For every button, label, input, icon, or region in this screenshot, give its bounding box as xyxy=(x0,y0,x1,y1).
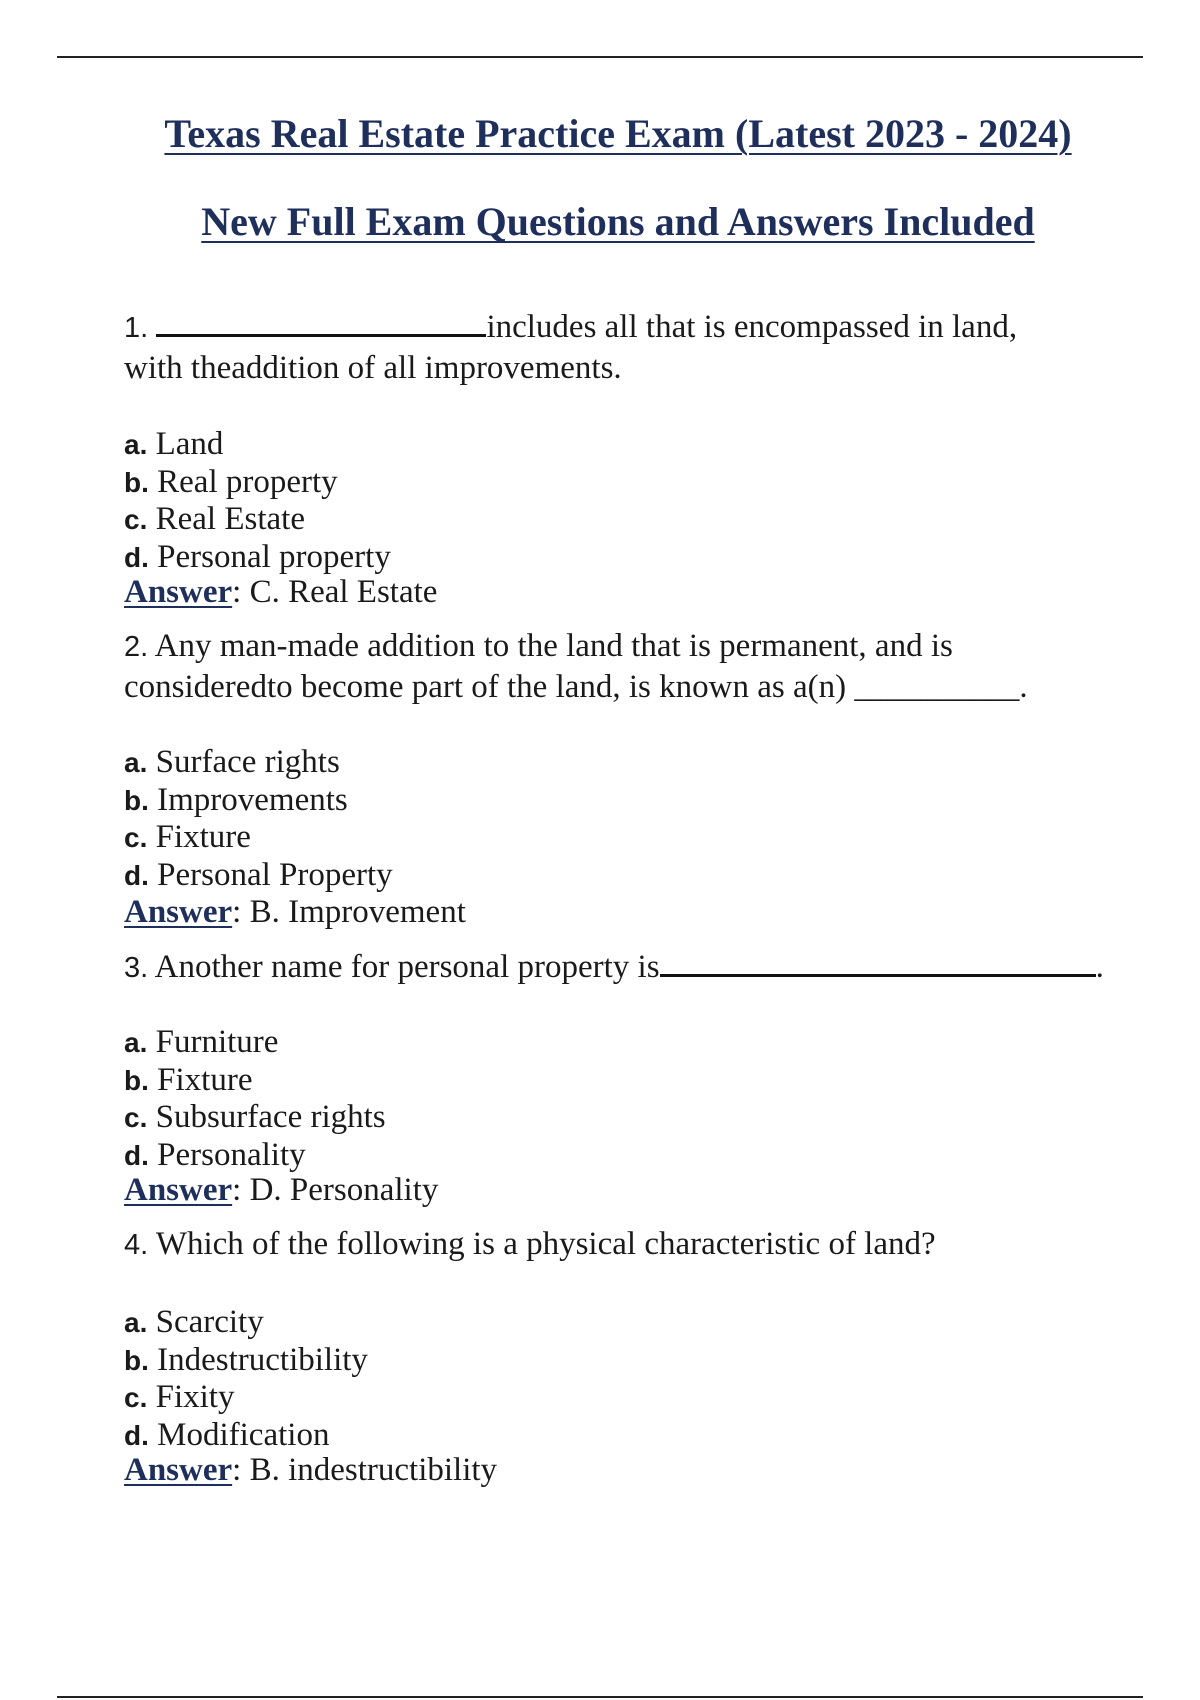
answer-1 xyxy=(124,572,437,612)
option-d: d. Personal property xyxy=(124,538,391,575)
question-text: includes all that is encompassed in land, xyxy=(486,309,1018,345)
question-text: Another name for personal property is xyxy=(154,949,660,985)
options-4 xyxy=(124,1304,1124,1454)
option-d: d. Personal Property xyxy=(124,856,393,893)
answer-2 xyxy=(124,892,466,932)
question-2 xyxy=(124,626,1174,707)
option-a: a. Furniture xyxy=(124,1024,279,1060)
option-d: d. Modification xyxy=(124,1416,330,1453)
question-text-line2: consideredto become part of the land, is known as a(n) __________. xyxy=(124,669,1028,705)
question-text: Any man-made addition to the land that is permanent, and is xyxy=(154,628,953,664)
answer-label: Answer xyxy=(124,1452,233,1488)
option-d: d. Personality xyxy=(124,1136,306,1173)
document-subtitle: New Full Exam Questions and Answers Included xyxy=(201,199,1035,244)
answer-label: Answer xyxy=(124,1172,233,1208)
option-a: a. Surface rights xyxy=(124,744,340,780)
options-1 xyxy=(124,426,1124,576)
question-number: 1. xyxy=(124,312,149,344)
question-4 xyxy=(124,1224,1174,1265)
option-c: c. Real Estate xyxy=(124,501,305,537)
answer-label: Answer xyxy=(124,894,233,930)
option-c: c. Subsurface rights xyxy=(124,1099,386,1135)
fill-in-blank xyxy=(156,306,486,337)
options-3 xyxy=(124,1024,1124,1174)
question-1 xyxy=(124,306,1174,388)
answer-text: : B. indestructibility xyxy=(232,1452,498,1488)
options-2 xyxy=(124,744,1124,894)
option-b: b. Fixture xyxy=(124,1061,253,1098)
top-rule xyxy=(57,56,1143,58)
option-c: c. Fixity xyxy=(124,1379,235,1415)
document-title: Texas Real Estate Practice Exam (Latest 2023 - 2024) xyxy=(164,111,1072,156)
answer-3 xyxy=(124,1170,438,1210)
answer-text: : B. Improvement xyxy=(232,894,466,930)
answer-text: : C. Real Estate xyxy=(232,574,438,610)
question-number: 3. xyxy=(124,952,149,984)
question-number: 2. xyxy=(124,631,149,663)
question-number: 4. xyxy=(124,1229,149,1261)
option-a: a. Scarcity xyxy=(124,1304,264,1340)
question-text: Which of the following is a physical characteristic of land? xyxy=(155,1226,936,1262)
question-text-line2: with theaddition of all improvements. xyxy=(124,350,622,386)
answer-text: : D. Personality xyxy=(232,1172,439,1208)
option-c: c. Fixture xyxy=(124,819,251,855)
question-3 xyxy=(124,946,1184,988)
bottom-rule xyxy=(57,1696,1143,1698)
option-a: a. Land xyxy=(124,426,224,462)
option-b: b. Improvements xyxy=(124,781,348,818)
fill-in-blank xyxy=(660,946,1096,977)
option-b: b. Indestructibility xyxy=(124,1341,368,1378)
question-trailing: . xyxy=(1095,949,1104,985)
answer-label: Answer xyxy=(124,574,233,610)
option-b: b. Real property xyxy=(124,463,338,500)
answer-4 xyxy=(124,1450,497,1490)
